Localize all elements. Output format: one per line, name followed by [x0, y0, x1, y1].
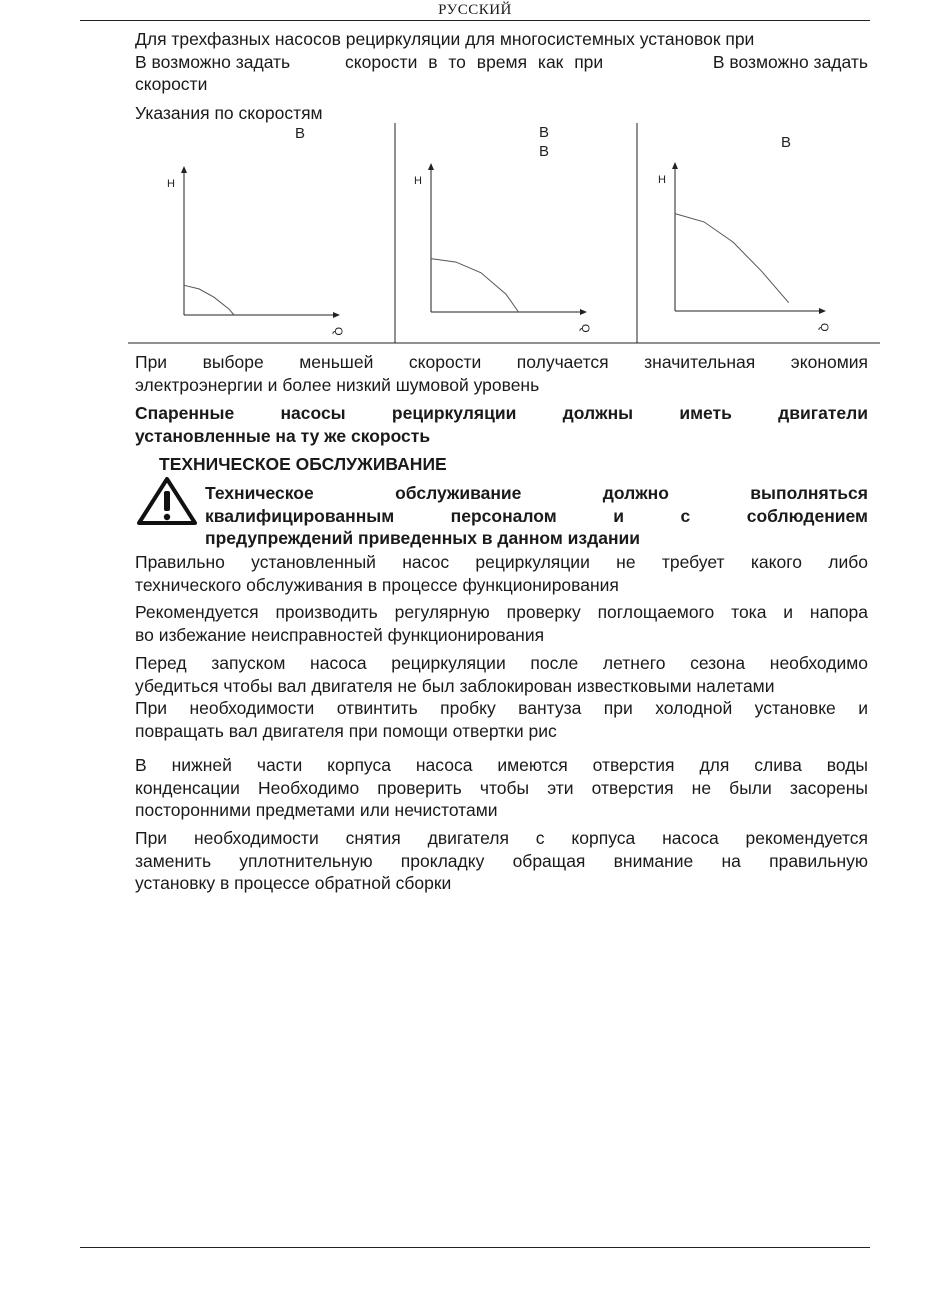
paired-line-1: Спаренные насосы рециркуляции должны иметь двигатели — [135, 403, 868, 423]
x-axis-label: Q — [818, 323, 830, 332]
pump-curve — [184, 285, 234, 315]
x-axis-arrow — [580, 309, 587, 315]
paired-line-2: установленные на ту же скорость — [135, 425, 431, 446]
x-axis-arrow — [333, 312, 340, 318]
intro-line-2 — [135, 51, 868, 74]
page-header-title: РУССКИЙ — [438, 2, 512, 18]
intro-line-2-a: В возможно задать — [135, 51, 291, 72]
y-axis-arrow — [672, 162, 678, 169]
p3-line-2: убедиться чтобы вал двигателя не был заблокирован известковыми налетами — [135, 675, 775, 696]
p4-line-3: посторонними предметами или нечистотами — [135, 800, 498, 820]
economy-paragraph — [135, 351, 868, 396]
p5-line-1: При необходимости снятия двигателя с корпуса насоса рекомендуется — [135, 828, 868, 848]
p1-line-1: Правильно установленный насос рециркуляции не требует какого либо — [135, 552, 868, 572]
economy-line-1: При выборе меньшей скорости получается значительная экономия — [135, 352, 868, 372]
pump-curve — [675, 214, 789, 303]
pump-curve — [431, 259, 519, 312]
speed-label: В — [780, 134, 792, 151]
y-axis-arrow — [181, 166, 187, 173]
speed-label: В — [294, 125, 306, 142]
warning-line-2: квалифицированным персоналом и с соблюдением — [205, 505, 868, 526]
intro-line-2-b: скорости в то время как при — [345, 51, 604, 72]
p2-line-1: Рекомендуется производить регулярную проверку поглощаемого тока и напора — [135, 602, 868, 622]
x-axis-label: Q — [332, 327, 344, 336]
x-axis-label: Q — [579, 324, 591, 333]
p5-line-2: заменить уплотнительную прокладку обращая внимание на правильную — [135, 850, 868, 871]
paragraph-before-start — [135, 652, 868, 742]
header-rule — [80, 20, 870, 21]
warning-line-3: предупреждений приведенных в данном издании — [205, 528, 641, 548]
y-axis-label: H — [658, 174, 666, 186]
intro-line-3: скорости — [135, 74, 208, 94]
p3-line-1: Перед запуском насоса рециркуляции после летнего сезона необходимо — [135, 653, 868, 673]
paragraph-drain-holes — [135, 754, 868, 822]
speed-charts — [0, 118, 950, 350]
p2-line-2: во избежание неисправностей функционирования — [135, 624, 545, 645]
p3-line-4: повращать вал двигателя при помощи отвертки рис — [135, 720, 557, 741]
paired-pumps-paragraph — [135, 402, 868, 447]
chart-speed-3 — [658, 134, 830, 332]
x-axis-arrow — [819, 308, 826, 314]
chart-frame-lines — [128, 123, 880, 343]
intro-line-1: Для трехфазных насосов рециркуляции для многосистемных установок при — [135, 29, 755, 49]
p3-line-3: При необходимости отвинтить пробку вантуза при холодной установке и — [135, 698, 868, 718]
paragraph-no-maintenance — [135, 551, 868, 596]
intro-paragraph — [135, 28, 868, 96]
p4-line-1: В нижней части корпуса насоса имеются отверстия для слива воды — [135, 755, 868, 775]
speed-label-2: В — [538, 143, 550, 160]
chart-speed-1 — [167, 125, 344, 336]
paragraph-motor-removal — [135, 827, 868, 895]
p4-line-2: конденсации Необходимо проверить чтобы эти отверстия не были засорены — [135, 777, 868, 798]
maintenance-heading: ТЕХНИЧЕСКОЕ ОБСЛУЖИВАНИЕ — [159, 454, 447, 474]
paragraph-regular-check — [135, 601, 868, 646]
warning-line-1: Техническое обслуживание должно выполняться — [205, 483, 868, 503]
intro-line-2-c: В возможно задать — [712, 51, 868, 72]
warning-paragraph — [205, 482, 868, 550]
p5-line-3: установку в процессе обратной сборки — [135, 873, 452, 893]
y-axis-label: H — [414, 175, 422, 187]
footer-rule — [80, 1247, 870, 1248]
speeds-caption: Указания по скоростям — [135, 103, 323, 123]
economy-line-2: электроэнергии и более низкий шумовой уровень — [135, 374, 540, 395]
chart-speed-2 — [414, 124, 591, 333]
p1-line-2: технического обслуживания в процессе функционирования — [135, 574, 619, 595]
warning-icon — [136, 476, 198, 526]
speed-label: В — [538, 124, 550, 141]
y-axis-arrow — [428, 163, 434, 170]
y-axis-label: H — [167, 178, 175, 190]
